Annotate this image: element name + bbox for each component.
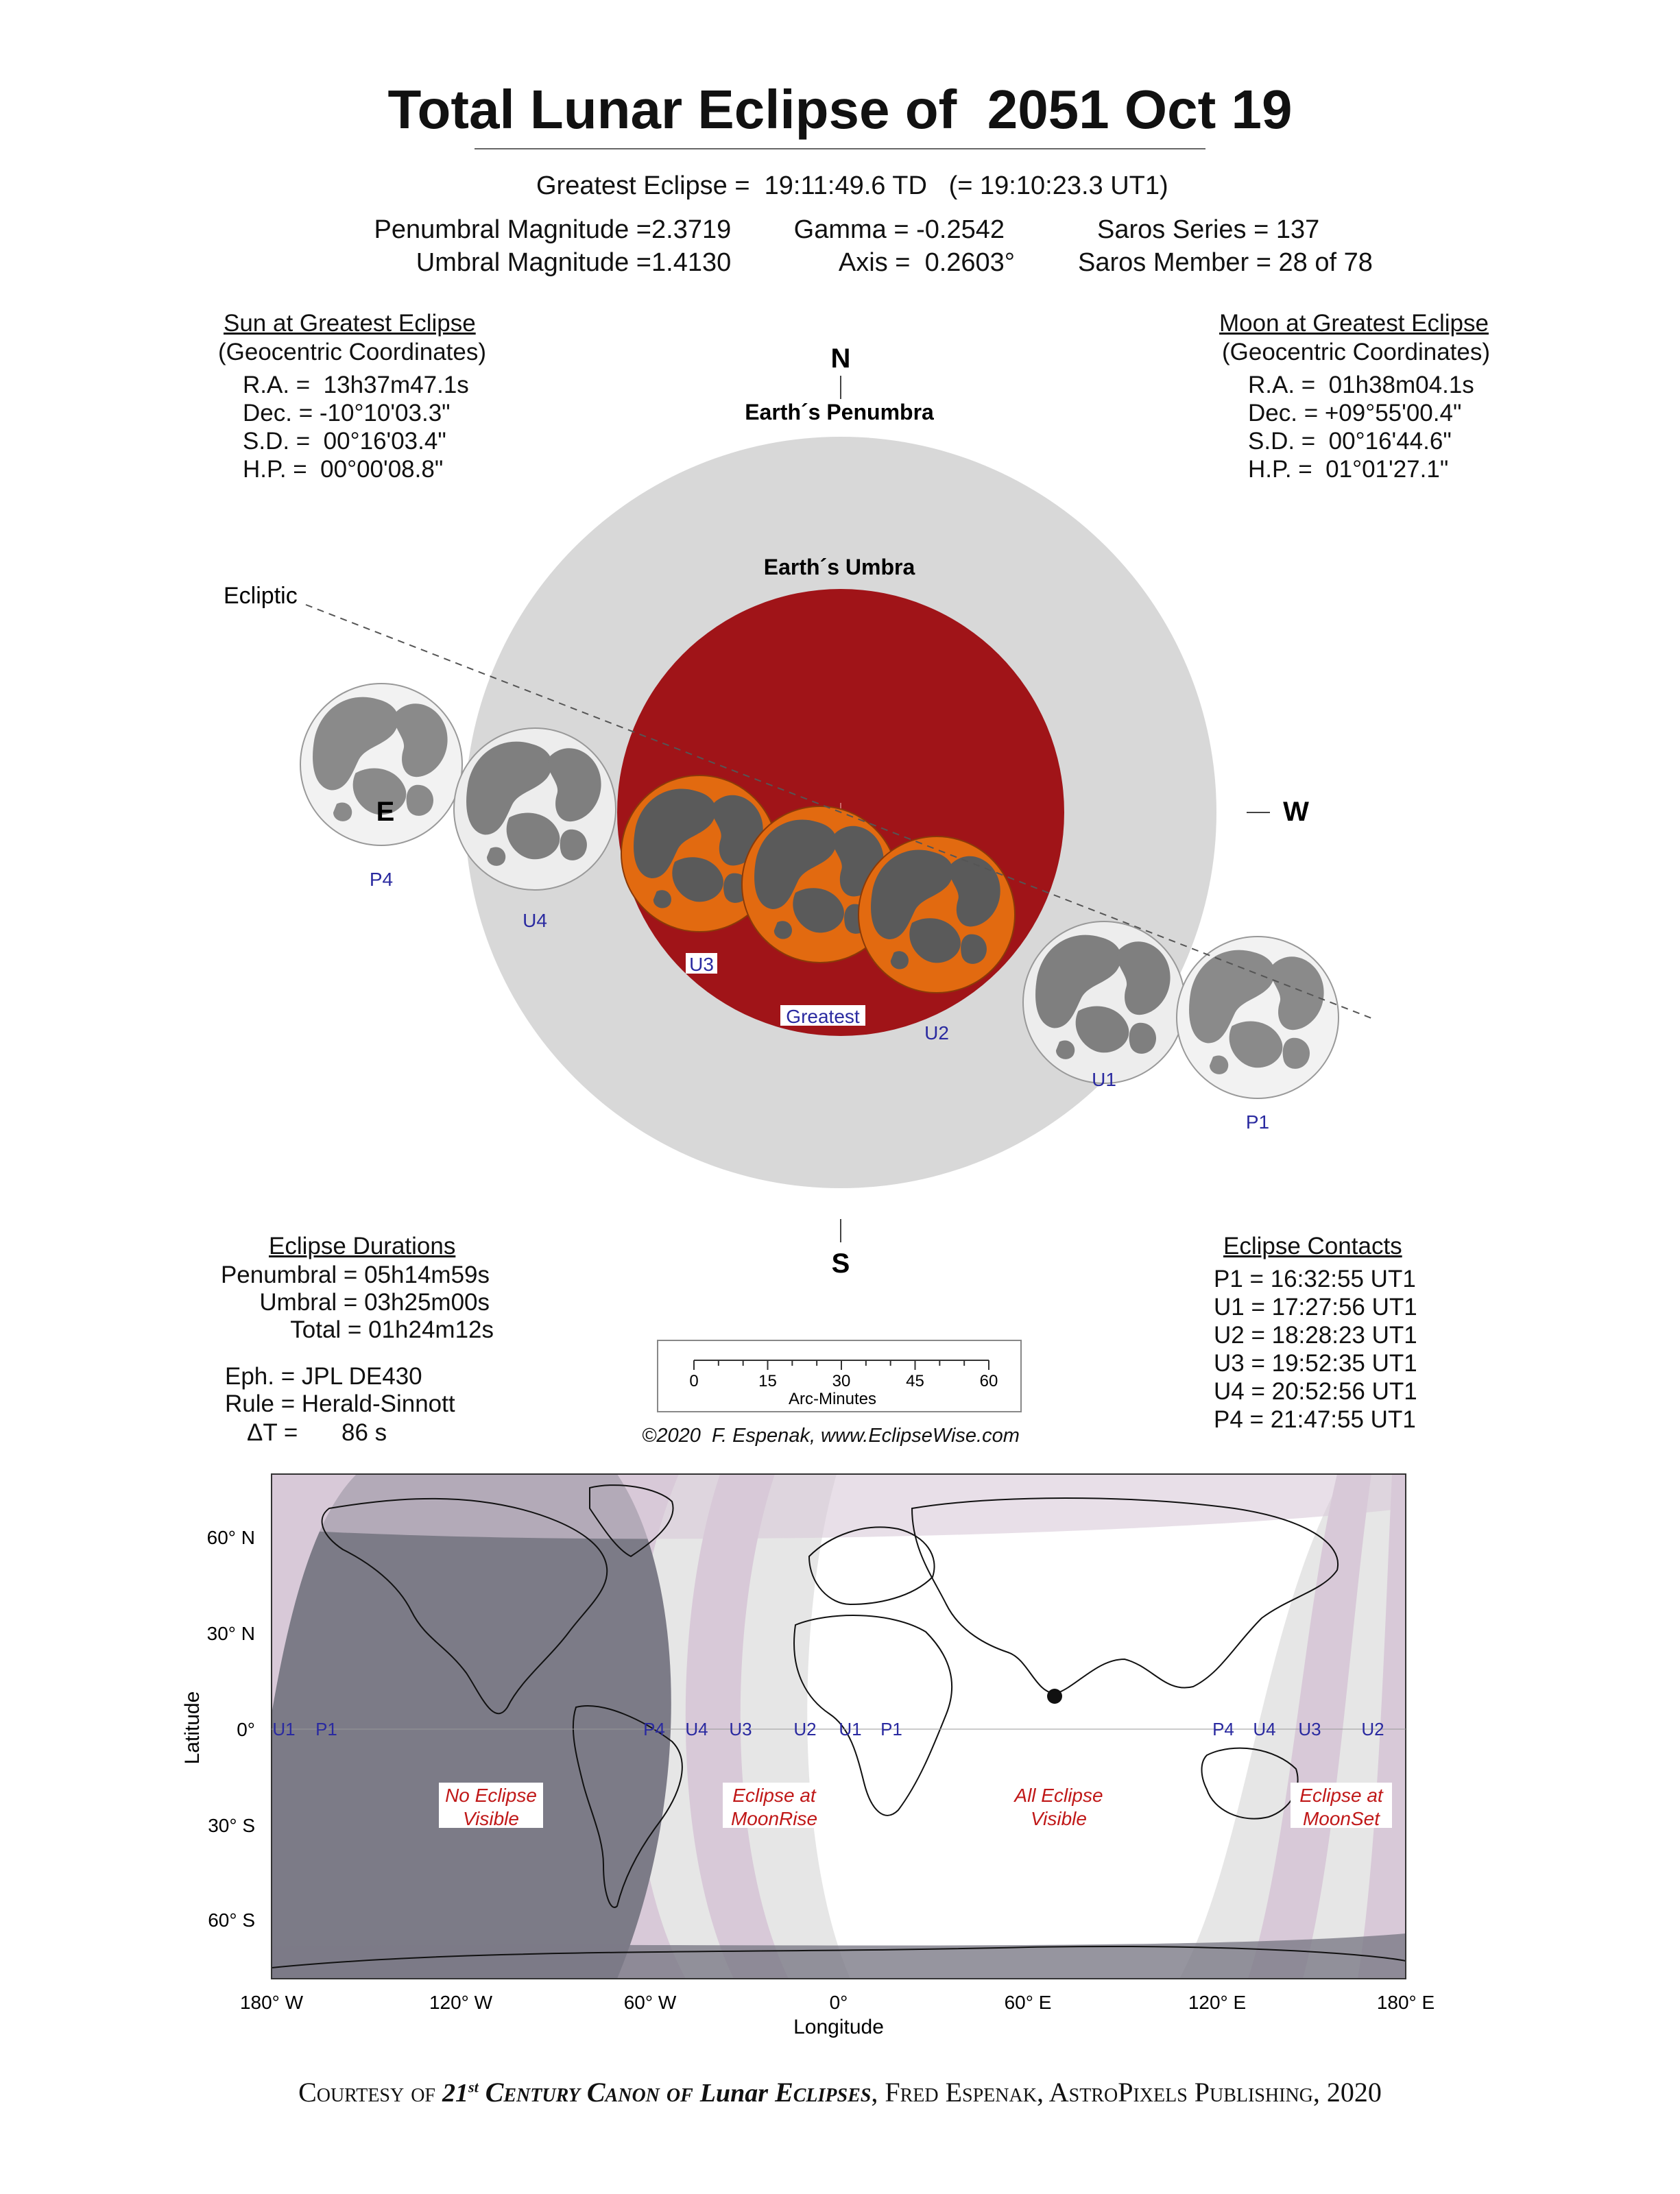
lat-tick-30n: 30° N	[206, 1623, 255, 1644]
moon-dec: Dec. = +09°55'00.4"	[1248, 400, 1462, 426]
moon-sd: S.D. = 00°16'44.6"	[1248, 428, 1452, 455]
contact-label-p1: P1	[1245, 1111, 1270, 1133]
ecliptic-label: Ecliptic	[224, 583, 298, 609]
scale-tick-30: 30	[832, 1372, 851, 1390]
moon-greatest	[859, 836, 1015, 993]
eq-label-u1-west: U1	[272, 1719, 296, 1739]
sun-ra: R.A. = 13h37m47.1s	[243, 372, 469, 398]
north-label: N	[830, 343, 851, 374]
contact-label-u1: U1	[1092, 1069, 1116, 1090]
duration-umbral: Umbral = 03h25m00s	[259, 1289, 490, 1316]
lon-tick-180w: 180° W	[239, 1992, 304, 2013]
delta-t-value: 86 s	[341, 1419, 387, 1446]
credit-st: st	[468, 2078, 479, 2096]
penumbral-magnitude-value: 2.3719	[651, 215, 732, 244]
sun-dec: Dec. = -10°10'03.3"	[243, 400, 451, 426]
lat-tick-60n: 60° N	[206, 1527, 255, 1548]
gamma: Gamma = -0.2542	[793, 215, 1005, 244]
penumbral-magnitude-label: Penumbral Magnitude =	[374, 215, 651, 244]
contact-u2: U2 = 18:28:23 UT1	[1214, 1322, 1417, 1349]
scale-tick-15: 15	[758, 1372, 777, 1390]
region-no-eclipse-line2: Visible	[463, 1808, 519, 1829]
moon-u4	[454, 728, 616, 890]
eq-label-u2: U2	[793, 1719, 817, 1739]
duration-total: Total = 01h24m12s	[290, 1316, 494, 1343]
lon-tick-180e: 180° E	[1376, 1992, 1435, 2013]
credit-line	[0, 2079, 1680, 2106]
eq-label-u4-east: U4	[1253, 1719, 1276, 1739]
lat-tick-30s: 30° S	[208, 1815, 255, 1836]
sun-sd: S.D. = 00°16'03.4"	[243, 428, 446, 455]
lon-tick-60w: 60° W	[623, 1992, 677, 2013]
region-all-eclipse-line1: All Eclipse	[1014, 1785, 1103, 1806]
contact-label-u3: U3	[689, 954, 714, 975]
region-moonrise-line2: MoonRise	[730, 1808, 818, 1829]
contact-label-u4: U4	[523, 910, 547, 931]
contact-u1: U1 = 17:27:56 UT1	[1214, 1294, 1417, 1321]
eq-label-u3: U3	[729, 1719, 752, 1739]
scale-tick-60: 60	[979, 1372, 998, 1390]
east-label: E	[376, 797, 395, 827]
moon-u1	[1023, 921, 1185, 1083]
copyright: ©2020 F. Espenak, www.EclipseWise.com	[642, 1425, 1020, 1447]
lat-tick-60s: 60° S	[208, 1909, 255, 1931]
lat-tick-0: 0°	[237, 1719, 255, 1740]
duration-penumbral: Penumbral = 05h14m59s	[220, 1262, 490, 1288]
lon-tick-60e: 60° E	[1004, 1992, 1052, 2013]
axis: Axis = 0.2603°	[838, 248, 1015, 277]
region-all-eclipse-line2: Visible	[1031, 1808, 1087, 1829]
region-no-eclipse-line1: No Eclipse	[445, 1785, 537, 1806]
delta-t-label: ΔT =	[247, 1419, 298, 1446]
credit-lunar: Lunar	[699, 2079, 769, 2108]
moon-hp: H.P. = 01°01'27.1"	[1248, 456, 1449, 483]
rule: Rule = Herald-Sinnott	[225, 1390, 455, 1417]
region-moonset-line1: Eclipse at	[1299, 1785, 1383, 1806]
ephemeris: Eph. = JPL DE430	[225, 1363, 422, 1390]
region-moonrise-line1: Eclipse at	[732, 1785, 816, 1806]
eq-label-u1: U1	[839, 1719, 862, 1739]
credit-century: 21	[442, 2079, 469, 2108]
south-label: S	[831, 1249, 850, 1279]
contact-u4: U4 = 20:52:56 UT1	[1214, 1378, 1417, 1405]
eq-label-p1-west: P1	[315, 1719, 337, 1739]
eq-label-p4: P4	[643, 1719, 665, 1739]
moon-heading: Moon at Greatest Eclipse	[1219, 310, 1489, 337]
saros-member: Saros Member = 28 of 78	[1078, 248, 1373, 277]
map-xlabel: Longitude	[793, 2016, 884, 2038]
map-ylabel: Latitude	[181, 1691, 204, 1765]
contact-label-p4: P4	[369, 869, 394, 890]
west-label: W	[1283, 797, 1309, 827]
subsolar-point-icon	[1047, 1689, 1062, 1704]
page-title: Total Lunar Eclipse of 2051 Oct 19	[387, 79, 1293, 140]
greatest-eclipse: Greatest Eclipse = 19:11:49.6 TD (= 19:10:23.3 UT1)	[536, 171, 1168, 200]
lon-tick-0: 0°	[829, 1992, 848, 2013]
visibility-map	[0, 1460, 1680, 2050]
contact-label-greatest: Greatest	[786, 1006, 860, 1027]
credit-rest: , Fred Espenak, AstroPixels Publishing, 2020	[871, 2077, 1382, 2108]
contact-p4: P4 = 21:47:55 UT1	[1214, 1406, 1416, 1433]
scale-tick-45: 45	[906, 1372, 924, 1390]
lon-tick-120w: 120° W	[429, 1992, 493, 2013]
contacts-heading: Eclipse Contacts	[1223, 1233, 1402, 1259]
sun-hp: H.P. = 00°00'08.8"	[243, 456, 444, 483]
eq-label-u2-east: U2	[1361, 1719, 1384, 1739]
moon-ra: R.A. = 01h38m04.1s	[1248, 372, 1474, 398]
durations-heading: Eclipse Durations	[269, 1233, 456, 1259]
eq-label-u4: U4	[685, 1719, 708, 1739]
contact-u3: U3 = 19:52:35 UT1	[1214, 1350, 1417, 1377]
umbral-magnitude-value: 1.4130	[651, 248, 732, 277]
arc-minute-scale	[657, 1340, 1022, 1412]
credit-eclipses: Eclipses	[768, 2077, 872, 2108]
eq-label-u3-east: U3	[1298, 1719, 1321, 1739]
contact-label-u2: U2	[924, 1022, 949, 1044]
credit-canon: Century Canon of	[478, 2077, 700, 2108]
sun-heading: Sun at Greatest Eclipse	[224, 310, 476, 337]
scale-label: Arc-Minutes	[788, 1390, 877, 1408]
umbral-magnitude-label: Umbral Magnitude =	[416, 248, 651, 277]
penumbra-label: Earth´s Penumbra	[745, 400, 934, 424]
moon-subheading: (Geocentric Coordinates)	[1222, 339, 1490, 365]
contact-p1: P1 = 16:32:55 UT1	[1214, 1266, 1416, 1292]
lon-tick-120e: 120° E	[1188, 1992, 1247, 2013]
sun-subheading: (Geocentric Coordinates)	[218, 339, 486, 365]
saros-series: Saros Series = 137	[1097, 215, 1320, 244]
eq-label-p1: P1	[880, 1719, 902, 1739]
region-moonset-line2: MoonSet	[1302, 1808, 1380, 1829]
eq-label-p4-east: P4	[1212, 1719, 1234, 1739]
moon-p1	[1177, 937, 1339, 1098]
umbra-label: Earth´s Umbra	[763, 555, 915, 579]
credit-prefix: Courtesy of	[298, 2077, 443, 2108]
scale-tick-0: 0	[689, 1372, 699, 1390]
